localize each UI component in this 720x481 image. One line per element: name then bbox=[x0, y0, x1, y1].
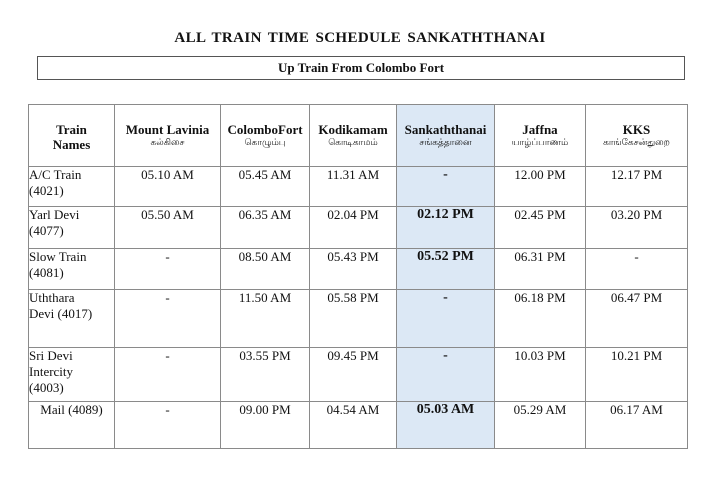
time-colombo-fort: 09.00 PM bbox=[221, 402, 310, 449]
train-name-cell bbox=[29, 402, 115, 449]
train-name-line: (4081) bbox=[29, 265, 64, 280]
time-sankaththanai: - bbox=[397, 167, 495, 207]
page-title: ALL TRAIN TIME SCHEDULE SANKATHTHANAI bbox=[174, 30, 546, 46]
time-sankaththanai: 05.52 PM bbox=[397, 249, 495, 290]
train-name-line: (4003) bbox=[29, 380, 64, 395]
time-sankaththanai: - bbox=[397, 290, 495, 348]
time-kks: 12.17 PM bbox=[586, 167, 688, 207]
train-name-line: Sri Devi bbox=[29, 348, 73, 363]
time-mount-lavinia: 05.10 AM bbox=[115, 167, 221, 207]
header-colombo-fort-tamil: கொழும்பு bbox=[244, 138, 286, 148]
time-jaffna: 06.18 PM bbox=[495, 290, 586, 348]
header-kks bbox=[586, 105, 688, 167]
time-sankaththanai: - bbox=[397, 348, 495, 402]
header-kodikamam-label: Kodikamam bbox=[318, 122, 388, 137]
table-row bbox=[29, 290, 688, 348]
header-train-names bbox=[29, 105, 115, 167]
header-train-names-line1: Train bbox=[56, 122, 87, 137]
time-kks: 06.17 AM bbox=[586, 402, 688, 449]
header-kodikamam-tamil: கொடிகாமம் bbox=[328, 138, 378, 148]
subtitle-box bbox=[37, 56, 685, 80]
train-name-cell bbox=[29, 249, 115, 290]
train-name-line: (4077) bbox=[29, 223, 64, 238]
train-name-line: Mail (4089) bbox=[40, 402, 103, 417]
time-kodikamam: 02.04 PM bbox=[310, 207, 397, 249]
time-mount-lavinia: - bbox=[115, 402, 221, 449]
time-kks: 06.47 PM bbox=[586, 290, 688, 348]
table-row bbox=[29, 249, 688, 290]
time-jaffna: 02.45 PM bbox=[495, 207, 586, 249]
time-kodikamam: 04.54 AM bbox=[310, 402, 397, 449]
time-sankaththanai: 05.03 AM bbox=[397, 402, 495, 449]
train-name-cell bbox=[29, 290, 115, 348]
time-kks: 10.21 PM bbox=[586, 348, 688, 402]
time-sankaththanai: 02.12 PM bbox=[397, 207, 495, 249]
time-kodikamam: 09.45 PM bbox=[310, 348, 397, 402]
header-sankaththanai bbox=[397, 105, 495, 167]
header-colombo-fort-label: ColomboFort bbox=[227, 122, 303, 137]
time-mount-lavinia: - bbox=[115, 249, 221, 290]
time-jaffna: 12.00 PM bbox=[495, 167, 586, 207]
subtitle-text: Up Train From Colombo Fort bbox=[277, 60, 445, 75]
train-name-cell bbox=[29, 207, 115, 249]
header-jaffna-tamil: யாழ்ப்பாணம் bbox=[511, 138, 569, 148]
time-kodikamam: 05.43 PM bbox=[310, 249, 397, 290]
train-name-line: Devi (4017) bbox=[29, 306, 93, 321]
train-name-line: Uththara bbox=[29, 290, 75, 305]
header-kodikamam bbox=[310, 105, 397, 167]
time-kks: 03.20 PM bbox=[586, 207, 688, 249]
time-colombo-fort: 05.45 AM bbox=[221, 167, 310, 207]
header-kks-label: KKS bbox=[622, 122, 651, 137]
header-mount-lavinia-label: Mount Lavinia bbox=[125, 122, 210, 137]
train-name-line: (4021) bbox=[29, 183, 64, 198]
time-jaffna: 06.31 PM bbox=[495, 249, 586, 290]
header-sankaththanai-tamil: சங்கத்தானை bbox=[419, 138, 472, 148]
time-kodikamam: 11.31 AM bbox=[310, 167, 397, 207]
header-colombo-fort bbox=[221, 105, 310, 167]
table-row bbox=[29, 402, 688, 449]
table-row bbox=[29, 348, 688, 402]
train-name-cell bbox=[29, 348, 115, 402]
header-mount-lavinia bbox=[115, 105, 221, 167]
time-colombo-fort: 06.35 AM bbox=[221, 207, 310, 249]
table-row bbox=[29, 167, 688, 207]
time-mount-lavinia: 05.50 AM bbox=[115, 207, 221, 249]
header-jaffna-label: Jaffna bbox=[522, 122, 558, 137]
train-name-line: Yarl Devi bbox=[29, 207, 80, 222]
header-row bbox=[29, 105, 688, 167]
header-jaffna bbox=[495, 105, 586, 167]
header-kks-tamil: காங்கேசன்துறை bbox=[603, 138, 670, 148]
train-name-line: Intercity bbox=[29, 364, 74, 379]
time-colombo-fort: 03.55 PM bbox=[221, 348, 310, 402]
train-name-line: A/C Train bbox=[29, 167, 82, 182]
time-jaffna: 10.03 PM bbox=[495, 348, 586, 402]
header-mount-lavinia-tamil: கல்கிசை bbox=[150, 138, 185, 148]
time-kodikamam: 05.58 PM bbox=[310, 290, 397, 348]
time-mount-lavinia: - bbox=[115, 290, 221, 348]
table-row bbox=[29, 207, 688, 249]
schedule-table bbox=[28, 104, 688, 449]
train-name-line: Slow Train bbox=[29, 249, 87, 264]
time-kks: - bbox=[586, 249, 688, 290]
time-colombo-fort: 11.50 AM bbox=[221, 290, 310, 348]
time-jaffna: 05.29 AM bbox=[495, 402, 586, 449]
header-sankaththanai-label: Sankaththanai bbox=[404, 122, 487, 137]
train-name-cell bbox=[29, 167, 115, 207]
time-colombo-fort: 08.50 AM bbox=[221, 249, 310, 290]
header-train-names-line2: Names bbox=[52, 137, 91, 152]
time-mount-lavinia: - bbox=[115, 348, 221, 402]
